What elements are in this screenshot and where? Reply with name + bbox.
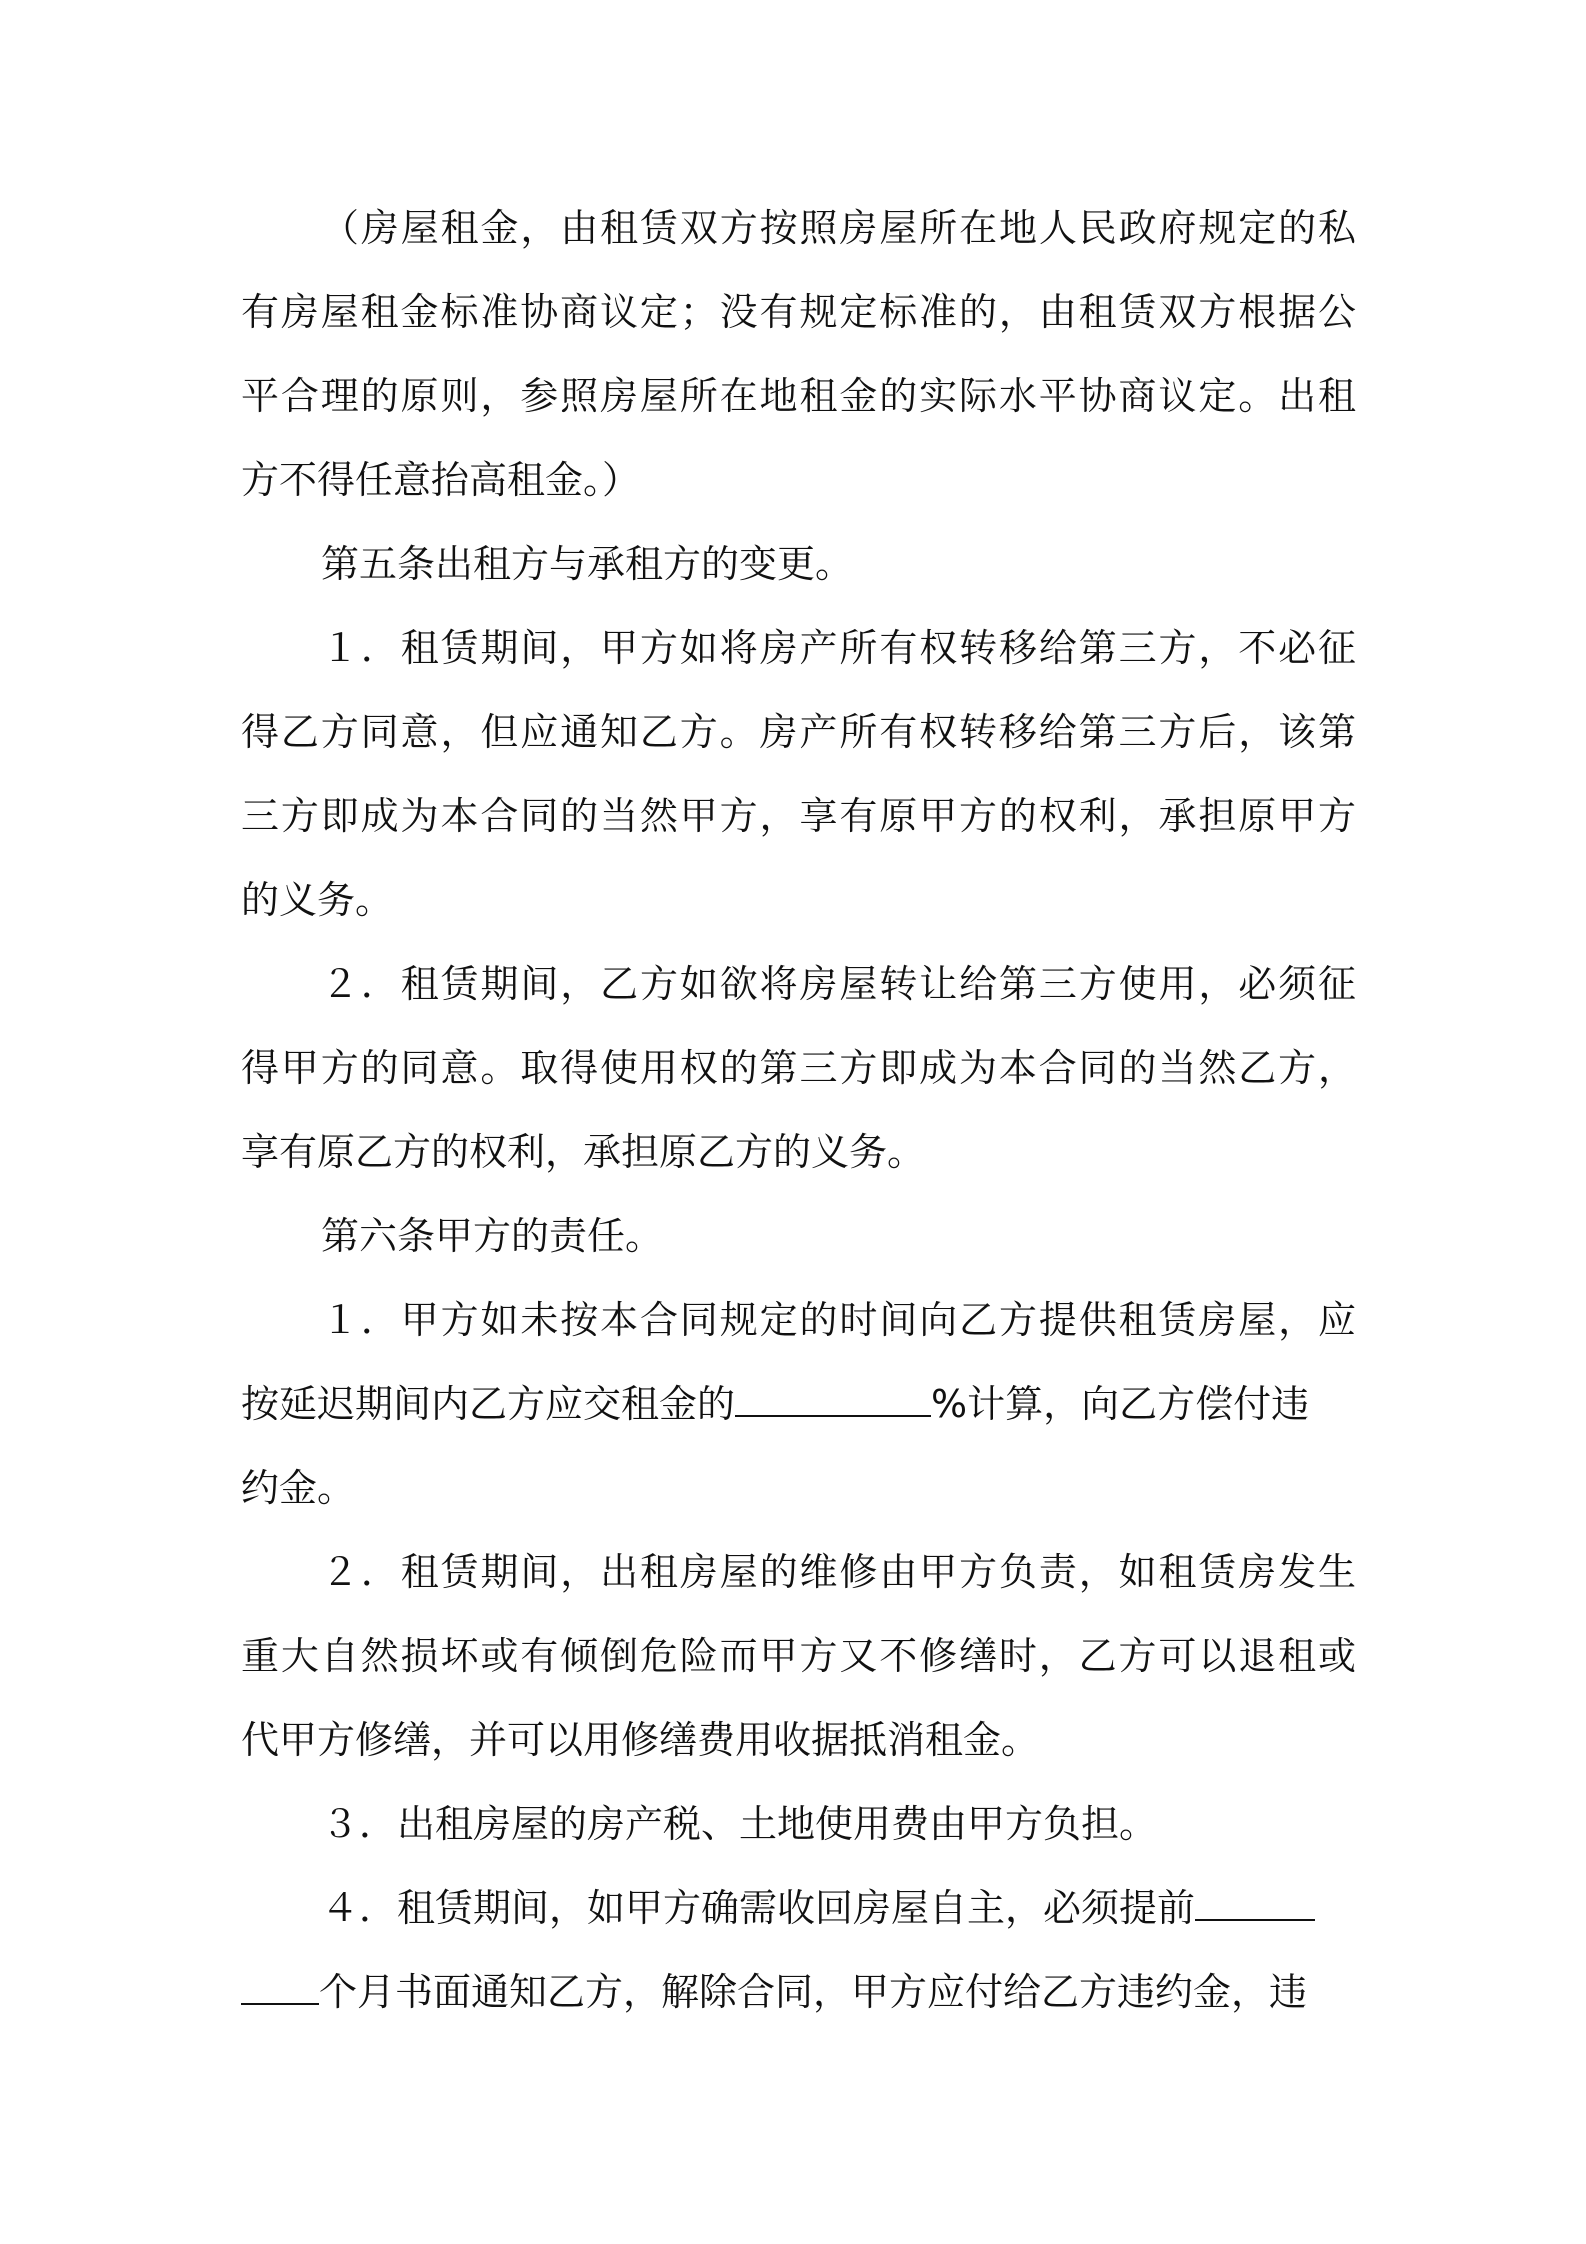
text-line-11: 得甲方的同意。取得使用权的第三方即成为本合同的当然乙方， [241,1046,1356,1090]
text-line-10: ２．租赁期间，乙方如欲将房屋转让给第三方使用，必须征 [321,962,1356,1006]
percentage-blank-field[interactable] [735,1381,931,1417]
text-line-14: １．甲方如未按本合同规定的时间向乙方提供租赁房屋，应 [321,1298,1356,1342]
text-line-18: 重大自然损坏或有倾倒危险而甲方又不修缮时，乙方可以退租或 [241,1634,1356,1678]
article-heading-6: 第六条甲方的责任。 [321,1214,664,1258]
text-line-9: 的义务。 [241,878,394,922]
text-segment-before-blank: 按延迟期间内乙方应交租金的 [241,1382,736,1426]
text-segment-month-notice: 个月书面通知乙方，解除合同，甲方应付给乙方违约金，违 [319,1970,1308,2014]
text-line-8: 三方即成为本合同的当然甲方，享有原甲方的权利，承担原甲方 [241,794,1356,838]
text-line-1: （房屋租金，由租赁双方按照房屋所在地人民政府规定的私 [321,206,1356,250]
text-line-21 [241,1878,1356,1938]
text-line-17: ２．租赁期间，出租房屋的维修由甲方负责，如租赁房发生 [321,1550,1356,1594]
months-blank-field-part1[interactable] [1195,1885,1315,1921]
text-segment-notice: ４．租赁期间，如甲方确需收回房屋自主，必须提前 [321,1886,1196,1930]
text-line-2: 有房屋租金标准协商议定；没有规定标准的，由租赁双方根据公 [241,290,1356,334]
article-heading-5: 第五条出租方与承租方的变更。 [321,542,854,586]
text-line-12: 享有原乙方的权利，承担原乙方的义务。 [241,1130,926,1174]
months-blank-field-part2[interactable] [241,1969,319,2005]
text-line-15 [241,1374,1356,1434]
text-line-22 [241,1962,1356,2022]
text-line-20: ３．出租房屋的房产税、土地使用费由甲方负担。 [321,1802,1158,1846]
text-line-6: １．租赁期间，甲方如将房产所有权转移给第三方，不必征 [321,626,1356,670]
text-line-4: 方不得任意抬高租金。） [241,458,641,502]
text-line-16: 约金。 [241,1466,356,1510]
text-segment-after-blank: %计算，向乙方偿付违 [931,1382,1310,1426]
text-line-19: 代甲方修缮，并可以用修缮费用收据抵消租金。 [241,1718,1040,1762]
text-line-3: 平合理的原则，参照房屋所在地租金的实际水平协商议定。出租 [241,374,1356,418]
text-line-7: 得乙方同意，但应通知乙方。房产所有权转移给第三方后，该第 [241,710,1356,754]
